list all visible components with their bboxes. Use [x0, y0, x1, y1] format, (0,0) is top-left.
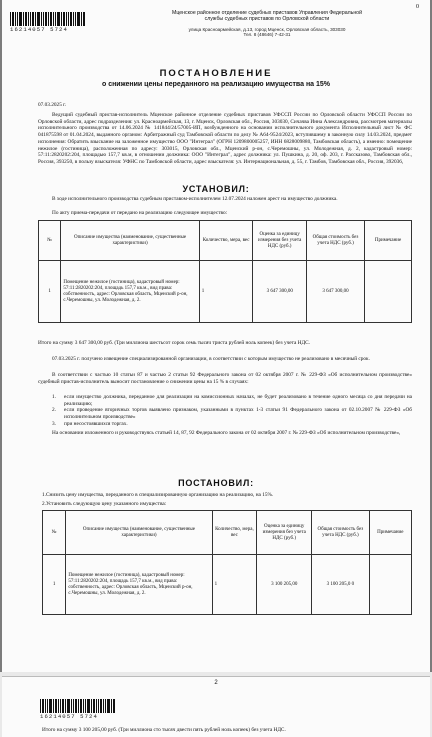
- case-1-text: если имущество должника, переданное для реализации на комиссионных началах, не будет реализовано в течение одного месяца со дня передачи на реализацию;: [64, 394, 412, 407]
- col-header-description: Описание имущества (наименование, существенные характеристики): [66, 511, 212, 555]
- section-heading-established: УСТАНОВИЛ:: [182, 184, 250, 194]
- col-header-total: Общая стоимость без учета НДС (руб.): [306, 221, 364, 261]
- issuer-address: улица Красноармейская, д.13, город Мценск, Орловская область, 303030: [188, 26, 346, 32]
- cell-total: 3 100 205,0 0: [312, 555, 369, 615]
- cell-description: Помещение нежилое (гостиница), кадастровый номер: 57:11:2820202:204, площадь 157,7 кв.м., вид права: собственность, адрес: Орловская область, Мценский р-он, с.Черемошны, ул. Молодежная, д. 2.: [61, 261, 199, 323]
- cell-total: 3 647 300,00: [306, 261, 364, 323]
- table-header-row: [43, 511, 412, 555]
- list-item: 3. при несостоявшихся торгах.: [52, 420, 128, 427]
- col-header-note: Примечание: [365, 221, 412, 261]
- notice-paragraph: 07.03.2025 г. получено извещение специализированной организации, в соответствии с которым имущество не реализовано в месячный срок.: [52, 356, 370, 362]
- cell-note: [365, 261, 412, 323]
- table-header-row: [39, 221, 412, 261]
- col-header-unit-price: Оценка за единицу измерения без учета НДС (руб.): [257, 511, 312, 555]
- document-date: 07.03.2025 г.: [38, 102, 67, 108]
- issuer-line-1: Мценское районное отделение судебных приставов Управления Федеральной: [172, 10, 362, 16]
- col-header-note: Примечание: [369, 511, 411, 555]
- col-header-total: Общая стоимость без учета НДС (руб.): [312, 511, 369, 555]
- barcode-graphic: [10, 12, 86, 26]
- issuer-header: [122, 10, 412, 38]
- corner-mark: 0: [416, 4, 419, 10]
- barcode-graphic: [40, 699, 116, 713]
- col-header-number: №: [39, 221, 61, 261]
- section-heading-decided: ПОСТАНОВИЛ:: [178, 478, 254, 488]
- cell-description: Помещение нежилое (гостиница), кадастровый номер: 57:11:2820202:204, площадь 157,7 кв.м., вид права: собственность, адрес: Орловская область, Мценский р-он, с.Черемошны, ул. Молодежная, д. 2.: [66, 555, 212, 615]
- cell-quantity: 1: [212, 555, 257, 615]
- intro-paragraph: Ведущий судебный пристав-исполнитель Мценское районное отделение судебных приставов УФССП России по Орловской области УФССП России по Орловской области, адрес подразделения: ул. Красноармейская, 13, г. Мценск, Орловская обл., Россия, 303030, Сичачва Инна Александровна, рассмотрев материалы исполнительного производства от 14.06.2024 № 141844/24/57005-ИП, возбужденного на основании исполнительного документа Исполнительный лист № ФС 041875598 от 01.04.2024, выданного органом: Арбитражный суд Тамбовской области по делу № А64-9524/2023, вступившему в законную силу 14.03.2024, предмет исполнения: Обратить взыскание на заложенное имущество ООО "Интеграл" (ОГРН 1209800005257, ИНН 6828009880, Тамбовская область), а именно: помещение нежилое (гостиница), расположенная по адресу: 303015, Орловская обл., Мценский р-он, с.Черемошны, ул. Молодежная, д. 2, кадастровый номер: 57:11:2820202:204, площадью 157,7 кв.м, в отношении должника: ООО "Интеграл", адрес должника: ул. Пушкина, д. 20, оф. 203, г. Рассказово, Тамбовская обл., Россия, 393250, в пользу взыскателя: УФНС по Тамбовской области, адрес взыскателя: ул. Интернациональная, д. 55, г. Тамбов, Тамбовская обл., Россия, 392036,: [38, 112, 412, 165]
- col-header-unit-price: Оценка за единицу измерения без учета НДС (руб.): [253, 221, 307, 261]
- cell-number: 1: [39, 261, 61, 323]
- case-2-text: если проведение вторичных торгов выявлено признаком, указанными в пунктах 1-3 статьи 91 Федерального закона от 02.10.2007 № 229-ФЗ «Об исполнительном производстве»: [64, 407, 412, 421]
- cell-quantity: 1: [199, 261, 253, 323]
- list-item: 2. если проведение вторичных торгов выявлено признаком, указанными в пунктах 1-3 статьи 91 Федерального закона от 02.10.2007 № 229-ФЗ «Об исполнительном производстве»: [52, 407, 412, 421]
- cell-unit-price: 3 100 205,00: [257, 555, 312, 615]
- document-title: ПОСТАНОВЛЕНИЕ: [159, 68, 273, 79]
- basis-paragraph: На основании изложенного и руководствуясь статьей 14, 87, 92 Федерального закона от 02 октября 2007 г. № 229-ФЗ «Об исполнительном производстве»,: [52, 430, 401, 436]
- total-reduced: Итого на сумму 3 100 205,00 руб. (Три миллиона сто тысяч двести пять рублей ноль копеек) без учета НДС.: [42, 727, 286, 733]
- document-subtitle: о снижении цены переданного на реализацию имущества на 15%: [101, 81, 331, 88]
- barcode: [10, 12, 86, 33]
- col-header-number: №: [43, 511, 66, 555]
- issuer-line-2: службы судебных приставов по Орловской области: [204, 16, 330, 23]
- table-row: [39, 261, 412, 323]
- property-table-original: [38, 220, 412, 323]
- barcode-number: 16214057 5724: [10, 26, 68, 33]
- total-original: Итого на сумму 3 647 300,00 руб. (Три миллиона шестьсот сорок семь тысяч триста рублей ноль копеек) без учета НДС.: [38, 340, 310, 346]
- issuer-phone: Тел. 8 (48646) 7-42-31: [243, 32, 291, 38]
- transfer-paragraph: По акту приема-передачи от передано на реализацию следующее имущество:: [52, 210, 228, 216]
- cell-unit-price: 3 647 300,00: [253, 261, 307, 323]
- cases-list: [52, 394, 412, 428]
- barcode-number: 16214057 5724: [40, 713, 98, 720]
- table-row: [43, 555, 412, 615]
- document-page-2: [2, 676, 430, 737]
- list-item: 1. если имущество должника, переданное для реализации на комиссионных началах, не будет реализовано в течение одного месяца со дня передачи на реализацию;: [52, 394, 412, 407]
- law-paragraph: В соответствии с частью 10 статьи 87 и частью 2 статьи 92 Федерального закона от 02 октября 2007 г. № 229-ФЗ «Об исполнительном производстве» судебный пристав-исполнитель выносит постановление о снижении цены на 15 % в случаях:: [38, 372, 412, 385]
- col-header-description: Описание имущества (наименование, существенные характеристики): [61, 221, 199, 261]
- cell-number: 1: [43, 555, 66, 615]
- col-header-quantity: Количество, мера, вес: [212, 511, 257, 555]
- property-table-reduced: [42, 510, 412, 615]
- col-header-quantity: Количество, мера, вес: [199, 221, 253, 261]
- case-3-text: при несостоявшихся торгах.: [64, 420, 128, 427]
- page-number: 2: [214, 680, 218, 686]
- barcode: [40, 699, 116, 720]
- cell-note: [369, 555, 411, 615]
- decision-2: 2.Установить следующую цену указанного имущества:: [42, 501, 167, 507]
- document-page-1: [2, 0, 430, 672]
- decision-1: 1.Снизить цену имущества, переданного в специализированную организацию на реализацию, на 15%.: [42, 492, 274, 498]
- arrest-paragraph: В ходе исполнительного производства судебным приставом-исполнителем 12.07.2024 наложен арест на имущество должника.: [52, 196, 338, 202]
